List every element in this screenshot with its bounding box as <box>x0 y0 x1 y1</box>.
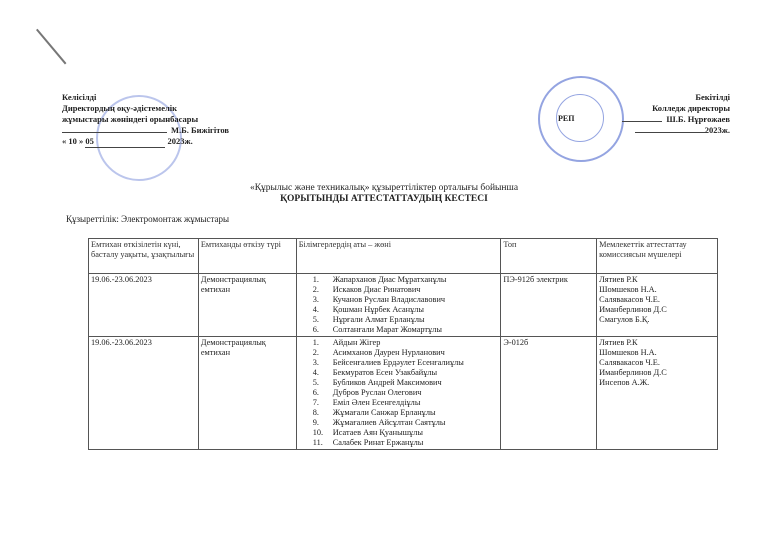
student-number: 3. <box>312 295 319 304</box>
commission-member: Иманберлинов Д.С <box>599 368 667 377</box>
student-name: Жұмағалиев Айсұлтан Саятұлы <box>332 418 446 427</box>
approval-right-signer: Ш.Б. Нұрғожаев <box>666 114 730 124</box>
list-item <box>299 275 499 285</box>
stamp-right-label: РЕП <box>558 114 575 123</box>
student-name: Бубликов Андрей Максимович <box>332 378 442 387</box>
commission-member: Иманберлинов Д.С <box>599 305 667 314</box>
exam-type: Демонстрациялық емтихан <box>198 337 296 450</box>
student-name: Жапарханов Диас Мұратханұлы <box>332 275 447 284</box>
list-item <box>299 378 499 388</box>
student-name: Солтанғали Марат Жомартұлы <box>332 325 442 334</box>
approval-right-year: 2023ж. <box>704 125 730 135</box>
signature-line <box>622 121 662 122</box>
list-item <box>299 348 499 358</box>
commission-member: Салявакасов Ч.Е. <box>599 358 660 367</box>
header-commission: Мемлекеттік аттестаттау комиссиясын мүшелері <box>597 239 718 274</box>
approval-right-line1: Бекітілді <box>695 92 730 102</box>
student-name: Бекмуратов Есен Узакбайұлы <box>332 368 438 377</box>
commission-member: Лятиев Р.К <box>599 338 638 347</box>
student-name: Жұмағали Санжар Ерланұлы <box>332 408 436 417</box>
header-students: Білімгерлердің аты – жөні <box>296 239 501 274</box>
approval-right <box>622 92 730 136</box>
student-number: 5. <box>312 315 319 324</box>
table-row <box>89 337 718 450</box>
header-date: Емтихан өткізілетін күні, басталу уақыты, ұзақтылығы <box>89 239 199 274</box>
student-number: 5. <box>312 378 319 387</box>
list-item <box>299 418 499 428</box>
student-name: Еміл Әлен Есенгелдіұлы <box>332 398 421 407</box>
table-row <box>89 274 718 337</box>
student-number: 11. <box>312 438 323 447</box>
list-item <box>299 408 499 418</box>
student-list <box>296 274 501 337</box>
commission-member: Инсепов А.Ж. <box>599 378 650 387</box>
student-number: 2. <box>312 285 319 294</box>
list-item <box>299 295 499 305</box>
table-header-row <box>89 239 718 274</box>
student-name: Кучанов Руслан Владиславович <box>332 295 446 304</box>
approval-left-signer: М.Б. Бижігітов <box>171 125 229 135</box>
approval-left-line1: Келісілді <box>62 92 97 102</box>
list-item <box>299 368 499 378</box>
student-number: 6. <box>312 388 319 397</box>
title-line2: ҚОРЫТЫНДЫ АТТЕСТАТТАУДЫҢ КЕСТЕСІ <box>280 194 488 204</box>
group-code: Э-012б <box>501 337 597 450</box>
header-group: Топ <box>501 239 597 274</box>
approval-right-line2: Колледж директоры <box>652 103 730 113</box>
signature-line <box>62 132 167 133</box>
exam-date: 19.06.-23.06.2023 <box>89 337 199 450</box>
commission-member: Шомшеков Н.А. <box>599 348 657 357</box>
student-name: Салабек Ринат Ержанұлы <box>332 438 424 447</box>
student-name: Бейсенғалиев Ердәулет Есенғалиұлы <box>332 358 464 367</box>
approval-left <box>62 92 229 148</box>
approval-left-line2: Директордың оқу-әдістемелік <box>62 103 178 113</box>
list-item <box>299 398 499 408</box>
approval-left-month: 05 <box>85 136 165 148</box>
list-item <box>299 325 499 335</box>
commission-list <box>597 274 718 337</box>
commission-list <box>597 337 718 450</box>
student-number: 7. <box>312 398 319 407</box>
commission-member: Лятиев Р.К <box>599 275 638 284</box>
approval-left-year: 2023ж. <box>167 136 193 146</box>
student-name: Қошман Нұрбек Асанұлы <box>332 305 424 314</box>
student-number: 4. <box>312 368 319 377</box>
approval-left-day: « 10 » <box>62 136 84 146</box>
group-code: ПЭ-912б электрик <box>501 274 597 337</box>
date-line <box>635 132 705 133</box>
title-line1: «Құрылыс және техникалық» құзыреттіліктер орталығы бойынша <box>249 183 519 193</box>
commission-member: Смагулов Б.Қ. <box>599 315 650 324</box>
list-item <box>299 338 499 348</box>
student-list <box>296 337 501 450</box>
student-number: 3. <box>312 358 319 367</box>
commission-member: Салявакасов Ч.Е. <box>599 295 660 304</box>
pen-mark <box>36 29 66 65</box>
student-number: 8. <box>312 408 319 417</box>
list-item <box>299 305 499 315</box>
exam-date: 19.06.-23.06.2023 <box>89 274 199 337</box>
student-number: 10. <box>312 428 324 437</box>
schedule-table <box>88 238 718 450</box>
student-name: Айдын Жігер <box>332 338 381 347</box>
student-name: Дубров Руслан Олегович <box>332 388 422 397</box>
document-title <box>0 183 768 205</box>
header-type: Емтиханды өткізу түрі <box>198 239 296 274</box>
student-number: 9. <box>312 418 319 427</box>
list-item <box>299 428 499 438</box>
list-item <box>299 285 499 295</box>
student-number: 1. <box>312 275 319 284</box>
list-item <box>299 388 499 398</box>
student-number: 6. <box>312 325 319 334</box>
student-name: Асимханов Даурен Нурланович <box>332 348 445 357</box>
list-item <box>299 438 499 448</box>
student-number: 1. <box>312 338 319 347</box>
student-name: Искаков Диас Ринатович <box>332 285 421 294</box>
approval-left-line3: жұмыстары жөніндегі орынбасары <box>62 114 199 124</box>
student-number: 4. <box>312 305 319 314</box>
student-name: Исатаев Аян Қуанышұлы <box>332 428 423 437</box>
student-name: Нұрғали Алмат Ерланұлы <box>332 315 425 324</box>
list-item <box>299 358 499 368</box>
qualification: Құзыреттілік: Электромонтаж жұмыстары <box>66 214 230 224</box>
exam-type: Демонстрациялық емтихан <box>198 274 296 337</box>
student-number: 2. <box>312 348 319 357</box>
list-item <box>299 315 499 325</box>
commission-member: Шомшеков Н.А. <box>599 285 657 294</box>
